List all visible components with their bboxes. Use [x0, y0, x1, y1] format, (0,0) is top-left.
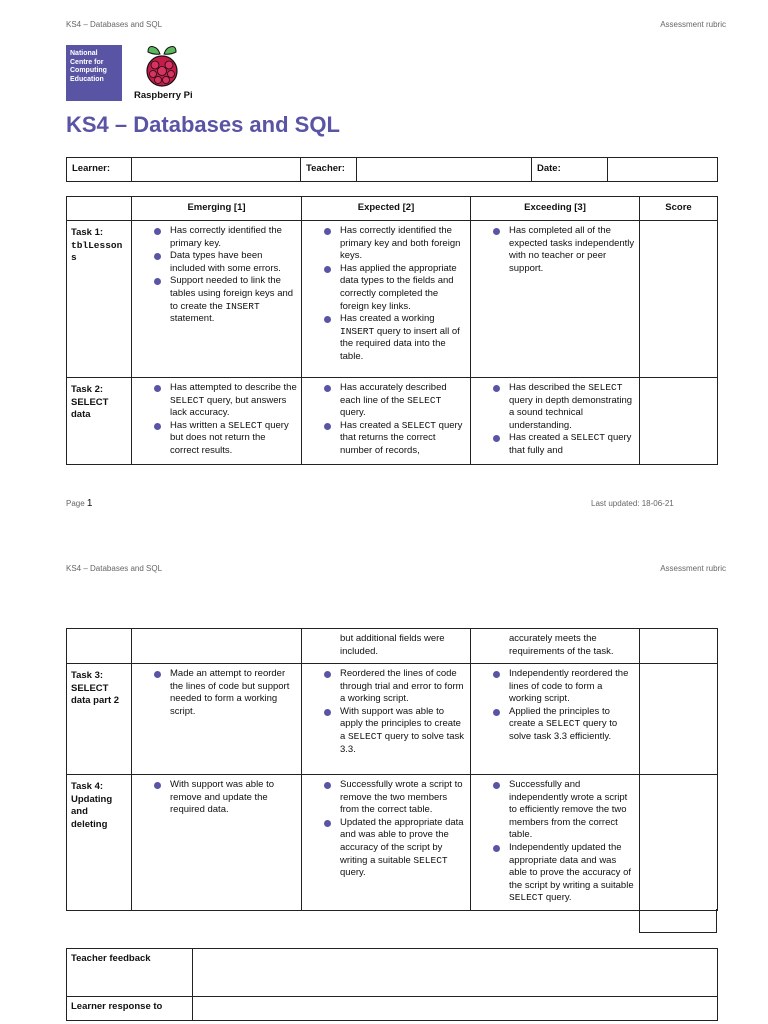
learner-info-table [66, 157, 718, 182]
page-header-right: Assessment rubric [660, 20, 726, 29]
task4-emerging [132, 775, 302, 911]
raspberry-icon [142, 43, 182, 89]
criterion-item: Made an attempt to reorder the lines of code but support needed to form a working script. [140, 668, 297, 718]
page-title: KS4 – Databases and SQL [66, 112, 340, 137]
criterion-item: Has written a SELECT query but does not return the correct results. [140, 420, 297, 458]
criterion-item: Has correctly identified the primary key. [140, 225, 297, 250]
task2-label: Task 2: [71, 384, 104, 395]
task1-exceeding [471, 221, 640, 378]
page-footer-updated: Last updated: 18-06-21 [591, 499, 674, 508]
task2-emerging [132, 378, 302, 465]
ncce-logo-line: Computing [70, 67, 107, 74]
teacher-field[interactable] [357, 158, 532, 182]
task2-emerging-cont [132, 629, 302, 664]
task3-label: Task 3: [71, 670, 104, 681]
task3-score[interactable] [640, 664, 718, 775]
task4-label: Updating [71, 793, 113, 805]
task2-score-cont[interactable] [640, 629, 718, 664]
column-emerging: Emerging [1] [132, 197, 302, 221]
criterion-item: Independently reordered the lines of code to form a working script. [479, 668, 635, 706]
page-number: 1 [86, 498, 93, 509]
task3-label: SELECT [71, 682, 109, 694]
criterion-item: Has accurately described each line of the SELECT query. [310, 382, 466, 420]
criterion-item: Reordered the lines of code through trial and error to form a working script. [310, 668, 466, 706]
ncce-logo-line: Centre for [70, 58, 104, 66]
task2-label: SELECT [71, 396, 109, 408]
task2-score[interactable] [640, 378, 718, 465]
criterion-item: Applied the principles to create a SELECT query to solve task 3.3 efficiently. [479, 706, 635, 744]
criterion-item: Data types have been included with some errors. [140, 250, 297, 275]
task4-name [67, 775, 132, 911]
criterion-item: Has described the SELECT query in depth demonstrating a sound technical understanding. [479, 382, 635, 432]
criterion-item: Updated the appropriate data and was able to prove the accuracy of the script by writing a suitable SELECT query. [310, 817, 466, 880]
learner-label: Learner: [67, 158, 132, 182]
criterion-item: Has attempted to describe the SELECT query, but answers lack accuracy. [140, 382, 297, 420]
criterion-item: Successfully and independently wrote a script to efficiently remove the two members from the correct table. [479, 779, 635, 842]
task4-label: and [71, 806, 88, 818]
task1-score[interactable] [640, 221, 718, 378]
task3-emerging [132, 664, 302, 775]
task2-label: data [71, 409, 91, 421]
learner-response-field[interactable] [193, 997, 718, 1021]
task2-name [67, 378, 132, 465]
criterion-item: Has created a SELECT query that returns the correct number of records, [310, 420, 466, 458]
task1-name [67, 221, 132, 378]
task3-label: data part 2 [71, 695, 120, 707]
page-label: Page [66, 499, 85, 508]
task1-emerging [132, 221, 302, 378]
teacher-label: Teacher: [301, 158, 357, 182]
teacher-feedback-label: Teacher feedback [67, 949, 193, 997]
teacher-feedback-field[interactable] [193, 949, 718, 997]
task4-label: Task 4: [71, 781, 104, 792]
criterion-item: With support was able to remove and update the required data. [140, 779, 297, 817]
learner-field[interactable] [132, 158, 301, 182]
criterion-item: Support needed to link the tables using foreign keys and to create the INSERT statement. [140, 275, 297, 325]
criterion-item: Has correctly identified the primary key and both foreign keys. [310, 225, 466, 263]
raspberry-pi-logo [134, 43, 193, 103]
column-expected: Expected [2] [302, 197, 471, 221]
task2-exceeding-cont [471, 629, 640, 664]
task2-exceeding [471, 378, 640, 465]
rubric-table-page1 [66, 196, 718, 465]
criterion-item: Has completed all of the expected tasks independently with no teacher or peer support. [479, 225, 635, 275]
criterion-item: Independently updated the appropriate data and was able to prove the accuracy of the script by writing a suitable SELECT query. [479, 842, 635, 905]
date-field[interactable] [608, 158, 718, 182]
column-corner [67, 197, 132, 221]
task3-exceeding [471, 664, 640, 775]
page-footer-number [66, 498, 92, 509]
task2-expected-cont [302, 629, 471, 664]
criterion-item: Has created a SELECT query that fully and [479, 432, 635, 457]
raspberry-pi-label: Raspberry Pi [134, 90, 193, 101]
ncce-logo [66, 45, 122, 101]
task3-expected [302, 664, 471, 775]
criterion-item: With support was able to apply the principles to create a SELECT query to solve task 3.3. [310, 706, 466, 756]
criterion-continued: but additional fields were included. [340, 633, 445, 657]
task1-expected [302, 221, 471, 378]
task2-name-cont [67, 629, 132, 664]
task3-name [67, 664, 132, 775]
page-header-left: KS4 – Databases and SQL [66, 20, 163, 29]
column-score: Score [640, 197, 718, 221]
criterion-continued: accurately meets the requirements of the task. [509, 633, 614, 657]
page-header-right: Assessment rubric [660, 564, 726, 573]
task2-expected [302, 378, 471, 465]
ncce-logo-line: National [70, 50, 98, 57]
date-label: Date: [532, 158, 608, 182]
task4-exceeding [471, 775, 640, 911]
task1-label: Task 1: [71, 227, 104, 238]
rubric-table-page2 [66, 628, 718, 911]
column-exceeding: Exceeding [3] [471, 197, 640, 221]
learner-response-label: Learner response to [67, 997, 193, 1021]
criterion-item: Has applied the appropriate data types to the fields and correctly completed the foreign key links. [310, 263, 466, 313]
criterion-item: Successfully wrote a script to remove the two members from the correct table. [310, 779, 466, 817]
task4-score[interactable] [640, 775, 718, 911]
task4-expected [302, 775, 471, 911]
feedback-table [66, 948, 718, 1021]
task4-label: deleting [71, 818, 108, 830]
page-header-left: KS4 – Databases and SQL [66, 564, 163, 573]
criterion-item: Has created a working INSERT query to insert all of the required data into the table. [310, 313, 466, 363]
total-score-box[interactable] [639, 909, 717, 933]
task1-code: tblLessons [71, 239, 123, 264]
ncce-logo-line: Education [70, 75, 104, 83]
